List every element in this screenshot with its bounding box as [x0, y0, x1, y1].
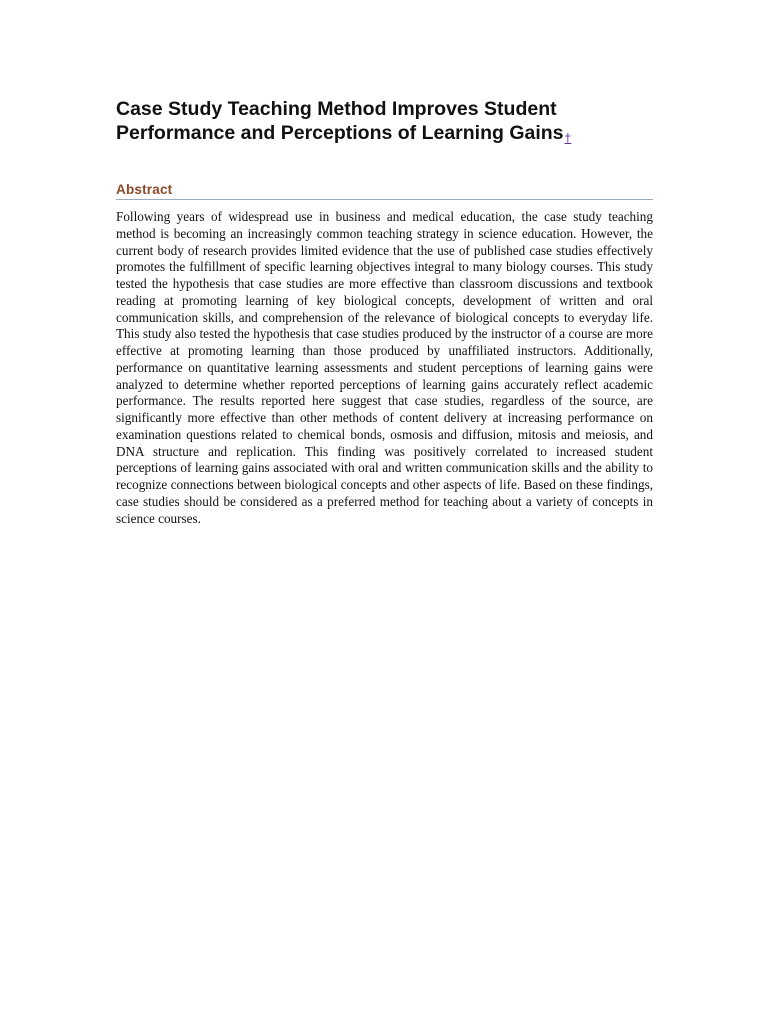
abstract-text: Following years of widespread use in business and medical education, the case study teaching method is becoming an increasingly common teaching strategy in science education. However, the current body of research provides limited evidence that the use of published case studies effectively promotes the fulfillment of specific learning objectives integral to many biology courses. This study tested the hypothesis that case studies are more effective than classroom discussions and textbook reading at promoting learning of key biological concepts, development of written and oral communication skills, and comprehension of the relevance of biological concepts to everyday life. This study also tested the hypothesis that case studies produced by the instructor of a course are more effective at promoting learning than those produced by unaffiliated instructors. Additionally, performance on quantitative learning assessments and student perceptions of learning gains were analyzed to determine whether reported perceptions of learning gains accurately reflect academic performance. The results reported here suggest that case studies, regardless of the source, are significantly more effective than other methods of content delivery at increasing performance on examination questions related to chemical bonds, osmosis and diffusion, mitosis and meiosis, and DNA structure and replication. This finding was positively correlated to increased student perceptions of learning gains associated with oral and written communication skills and the ability to recognize connections between biological concepts and other aspects of life. Based on these findings, case studies should be considered as a preferred method for teaching about a variety of concepts in science courses.	[116, 209, 653, 526]
article-title-text: Case Study Teaching Method Improves Student Performance and Perceptions of Learning Gains	[116, 98, 564, 144]
document-page	[116, 97, 653, 527]
title-footnote-link[interactable]: †	[564, 131, 572, 145]
article-title	[116, 97, 653, 150]
abstract-heading: Abstract	[116, 182, 653, 200]
